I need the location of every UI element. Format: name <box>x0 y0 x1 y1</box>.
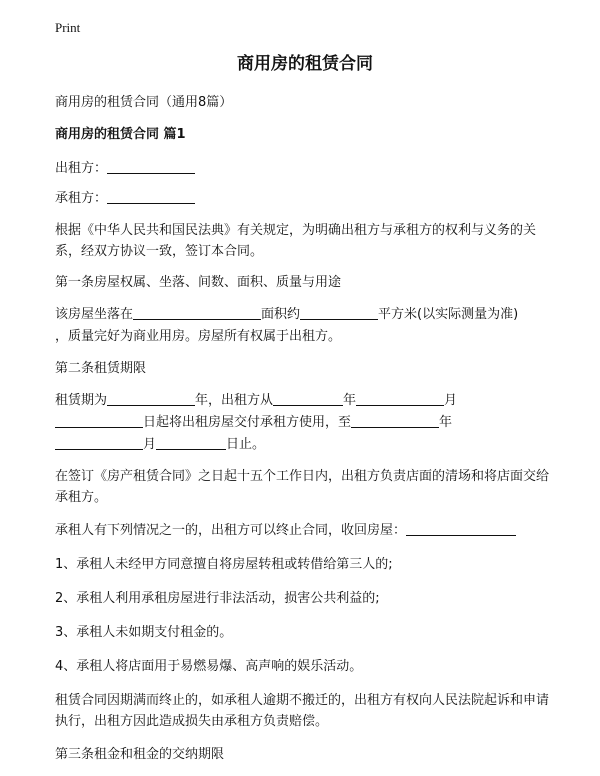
termination-item-2: 2、承租人利用承租房屋进行非法活动，损害公共利益的; <box>55 591 380 606</box>
termination-intro-line <box>55 520 555 542</box>
document-subtitle: 商用房的租赁合同（通用8篇） <box>55 95 233 110</box>
lessor-line <box>55 158 555 180</box>
location-blank <box>133 305 261 320</box>
term-label: 租赁期为 <box>55 393 108 408</box>
end-month-label: 月 <box>143 437 157 452</box>
area-label: 面积约 <box>261 307 301 322</box>
term-line-1 <box>55 390 555 412</box>
expiry-paragraph: 租赁合同因期满而终止的，如承租人逾期不搬迁的，出租方有权向人民法院起诉和申请执行，出租方因此造成损失由承租方负责赔偿。 <box>55 693 550 729</box>
intro-paragraph: 根据《中华人民共和国民法典》有关规定，为明确出租方与承租方的权利与义务的关系，经双方协议一致，签订本合同。 <box>55 223 537 259</box>
end-year-blank <box>351 413 439 428</box>
article-1-heading: 第一条房屋权属、坐落、间数、面积、质量与用途 <box>55 275 342 290</box>
end-year-label: 年 <box>439 415 453 430</box>
print-link[interactable]: Print <box>55 20 81 35</box>
start-month-label: 月 <box>444 393 458 408</box>
termination-item-4: 4、承租人将店面用于易燃易爆、高声响的娱乐活动。 <box>55 659 363 674</box>
lessor-blank <box>107 159 195 174</box>
location-label: 该房屋坐落在 <box>55 307 134 322</box>
document-title: 商用房的租赁合同 <box>237 54 373 74</box>
start-year-blank <box>273 391 343 406</box>
area-blank <box>300 305 378 320</box>
termination-item-1: 1、承租人未经甲方同意擅自将房屋转租或转借给第三人的; <box>55 557 393 572</box>
end-month-blank <box>55 435 143 450</box>
end-day-blank <box>156 435 226 450</box>
start-year-label: 年 <box>343 393 357 408</box>
contract-document <box>55 50 555 766</box>
termination-item-3: 3、承租人未如期支付租金的。 <box>55 625 233 640</box>
section-heading: 商用房的租赁合同 篇1 <box>55 127 186 142</box>
termination-blank <box>406 521 516 536</box>
term-line-2 <box>55 412 555 434</box>
article-3-heading: 第三条租金和租金的交纳期限 <box>55 747 225 762</box>
cleanup-paragraph: 在签订《房产租赁合同》之日起十五个工作日内，出租方负责店面的清场和将店面交给承租方。 <box>55 469 550 505</box>
end-day-label: 日止。 <box>226 437 266 452</box>
term-line-3 <box>55 434 555 456</box>
termination-intro: 承租人有下列情况之一的，出租方可以终止合同，收回房屋： <box>55 523 407 538</box>
term-years-blank <box>107 391 195 406</box>
lessee-label: 承租方： <box>55 191 108 206</box>
lessor-label: 出租方： <box>55 161 108 176</box>
start-day-blank <box>55 413 143 428</box>
lessee-line <box>55 188 555 210</box>
start-month-blank <box>356 391 444 406</box>
start-day-label: 日起将出租房屋交付承租方使用，至 <box>143 415 352 430</box>
area-unit-label: 平方米(以实际测量为准) <box>378 307 519 322</box>
article-2-heading: 第二条租赁期限 <box>55 361 147 376</box>
lessee-blank <box>107 189 195 204</box>
location-line <box>55 304 555 326</box>
term-from-label: 年，出租方从 <box>195 393 274 408</box>
ownership-line: ，质量完好为商业用房。房屋所有权属于出租方。 <box>55 329 342 344</box>
